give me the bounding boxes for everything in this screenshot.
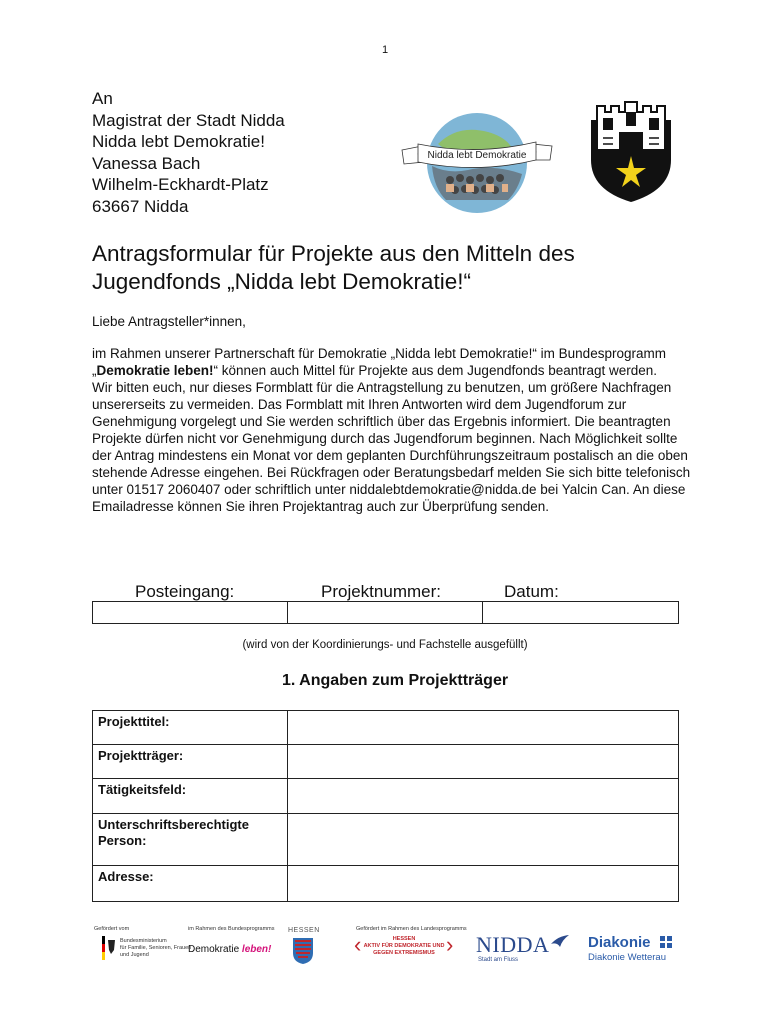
city-crest-emblem	[581, 98, 681, 206]
nidda-lebt-demokratie-logo	[398, 104, 556, 222]
title-line: Jugendfonds „Nidda lebt Demokratie!“	[92, 269, 471, 294]
projektnummer-field[interactable]	[288, 602, 483, 624]
demokratie-leben-logo	[188, 944, 271, 955]
hessen-lion-crest-icon	[292, 937, 314, 965]
address-line: Magistrat der Stadt Nidda	[92, 110, 285, 130]
diakonie-logo: Diakonie	[588, 934, 651, 951]
datum-field[interactable]	[483, 602, 679, 624]
office-use-table	[92, 601, 679, 624]
greeting: Liebe Antragsteller*innen,	[92, 314, 246, 329]
form-title	[92, 240, 692, 296]
project-title-field[interactable]	[288, 711, 679, 745]
bracket-icon: ›	[446, 932, 454, 957]
paragraph	[92, 345, 692, 379]
text-span: im Rahmen unserer Partnerschaft für Demokratie „Nidda lebt Demokratie!“ im Bundesprogramm „	[92, 346, 666, 378]
datum-label: Datum:	[504, 582, 559, 601]
address-line: Vanessa Bach	[92, 153, 201, 173]
projektnummer-label: Projektnummer:	[321, 582, 441, 601]
state-program-label: Gefördert im Rahmen des Landesprogramms	[356, 926, 467, 932]
recipient-address	[92, 88, 285, 217]
office-use-note: (wird von der Koordinierungs- und Fachstelle ausgefüllt)	[242, 639, 528, 651]
nidda-subline: Stadt am Fluss	[478, 957, 519, 963]
federal-program-label: im Rahmen des Bundesprogramms	[188, 926, 275, 932]
row-label: Projektträger:	[93, 745, 288, 779]
text-span: “ können auch Mittel für Projekte aus dem Jugendfonds beantragt werden.	[213, 363, 658, 378]
address-line: 63667 Nidda	[92, 196, 189, 216]
project-sponsor-field[interactable]	[288, 745, 679, 779]
ministry-line: für Familie, Senioren, Frauen	[120, 945, 192, 951]
authorized-person-field[interactable]	[288, 814, 679, 866]
logo-line: AKTIV FÜR DEMOKRATIE UND	[363, 943, 445, 949]
field-of-activity-field[interactable]	[288, 779, 679, 814]
address-line: Wilhelm-Eckhardt-Platz	[92, 175, 269, 194]
bird-icon	[550, 934, 570, 948]
address-line: An	[92, 89, 113, 108]
funded-by-label: Gefördert vom	[94, 926, 130, 932]
program-name: Demokratie leben!	[96, 363, 214, 378]
title-line: Antragsformular für Projekte aus den Mitteln des	[92, 241, 575, 266]
logo-text: leben!	[241, 944, 272, 955]
row-label: Tätigkeitsfeld:	[93, 779, 288, 814]
row-label: Projekttitel:	[93, 711, 288, 745]
posteingang-field[interactable]	[93, 602, 288, 624]
nidda-logo: NIDDA	[476, 932, 550, 957]
logo-line: GEGEN EXTREMISMUS	[373, 950, 435, 956]
sponsor-logos-footer	[92, 918, 682, 970]
federal-eagle-icon	[102, 936, 116, 962]
project-sponsor-table	[92, 710, 679, 902]
diakonie-cross-icon	[660, 936, 672, 948]
page-number: 1	[381, 44, 389, 56]
diakonie-subline: Diakonie Wetterau	[588, 952, 666, 963]
posteingang-label: Posteingang:	[135, 582, 235, 601]
section-heading: 1. Angaben zum Projektträger	[281, 672, 509, 689]
address-line: Nidda lebt Demokratie!	[92, 132, 265, 151]
address-field[interactable]	[288, 866, 679, 902]
bracket-icon: ‹	[354, 932, 362, 957]
intro-text	[92, 345, 692, 515]
row-label: Adresse:	[93, 866, 288, 902]
paragraph: Wir bitten euch, nur dieses Formblatt für die Antragstellung zu benutzen, um größere Nachfragen unsererseits zu vermeiden. Das Formblatt mit Ihren Antworten wird dem Jugendforum zur Genehmigung vorgelegt und Sie werden schriftlich über das Ergebnis informiert. Die beantragten Projekte dürfen nicht vor Genehmigung durch das Jugendforum beginnen. Nach Möglichkeit sollte der Antrag mindestens ein Monat vor dem geplanten Durchführungszeitraum postalisch an die oben stehende Adresse eingehen. Bei Rückfragen oder Beratungsbedarf melden Sie sich bitte telefonisch unter 01517 2060407 oder schriftlich unter niddalebtdemokratie@nidda.de bei Yalcin Can. An diese Emailadresse können Sie ihren Projektantrag auch zur Überprüfung senden.	[92, 380, 691, 514]
ministry-line: Bundesministerium	[120, 938, 167, 944]
hessen-aktiv-logo	[354, 932, 454, 957]
logo-banner-text: Nidda lebt Demokratie	[427, 150, 527, 161]
logo-line: HESSEN	[392, 936, 416, 942]
row-label: Unterschriftsberechtigte Person:	[93, 814, 288, 866]
hessen-label: HESSEN	[288, 927, 320, 934]
logo-text: Demokratie	[188, 944, 240, 955]
ministry-line: und Jugend	[120, 952, 149, 958]
